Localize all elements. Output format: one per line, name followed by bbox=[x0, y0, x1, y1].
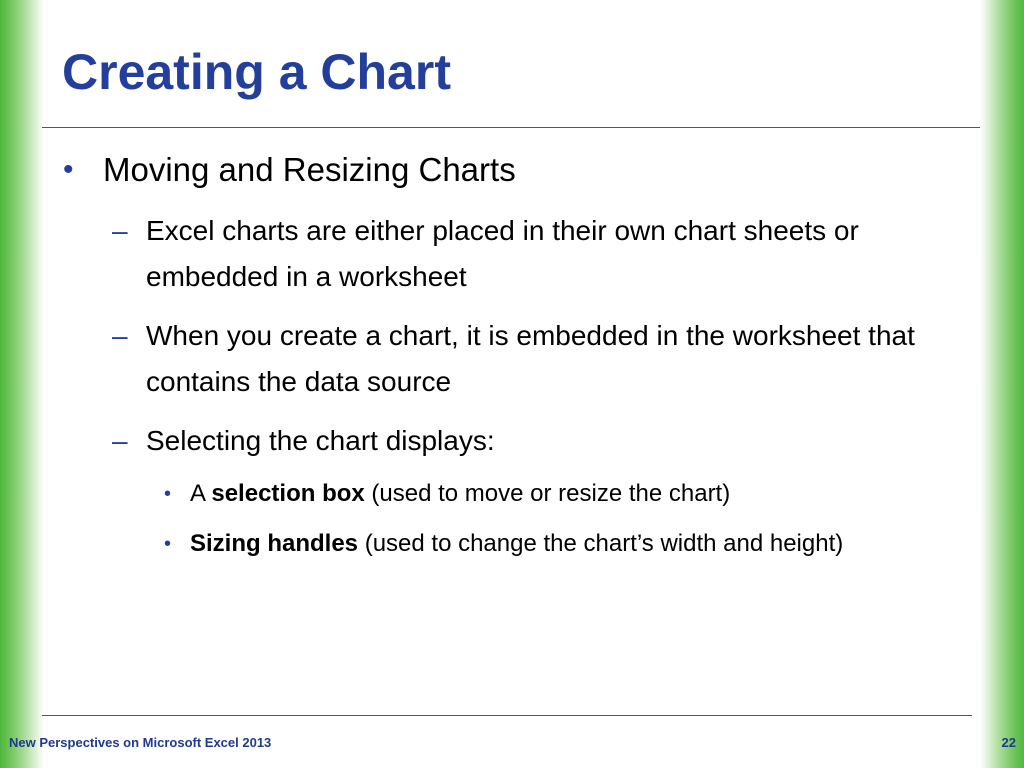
bullet-level-3 bbox=[164, 524, 950, 564]
small-bullet: • bbox=[164, 533, 172, 555]
footer-divider bbox=[42, 715, 972, 716]
bullet-level-3-suffix: (used to change the chart’s width and height) bbox=[358, 530, 844, 557]
bullet-level-2 bbox=[112, 418, 936, 464]
bullet-level-3-strong: selection box bbox=[211, 480, 365, 507]
slide-title: Creating a Chart bbox=[62, 44, 451, 100]
dash-bullet: – bbox=[112, 215, 128, 246]
bullet-icon: • bbox=[63, 153, 74, 186]
small-bullet: • bbox=[164, 483, 172, 505]
left-gradient-border bbox=[0, 0, 44, 768]
dash-bullet: – bbox=[112, 320, 128, 351]
bullet-level-2-text: Excel charts are either placed in their own chart sheets or embedded in a worksheet bbox=[146, 215, 859, 292]
footer-title: New Perspectives on Microsoft Excel 2013 bbox=[9, 735, 272, 750]
bullet-level-3-strong: Sizing handles bbox=[190, 530, 359, 557]
bullet-level-3 bbox=[164, 474, 950, 514]
bullet-level-3-suffix: (used to move or resize the chart) bbox=[364, 480, 731, 507]
right-gradient-border bbox=[980, 0, 1024, 768]
bullet-level-3-prefix: A bbox=[190, 480, 212, 507]
title-divider bbox=[42, 127, 980, 128]
bullet-level-2 bbox=[112, 208, 936, 300]
bullet-level-1-text: Moving and Resizing Charts bbox=[103, 151, 516, 188]
dash-bullet: – bbox=[112, 425, 128, 456]
bullet-level-2 bbox=[112, 313, 936, 405]
bullet-level-1 bbox=[63, 145, 963, 195]
bullet-level-2-text: Selecting the chart displays: bbox=[146, 425, 495, 456]
page-number: 22 bbox=[1001, 735, 1016, 750]
bullet-level-2-text: When you create a chart, it is embedded in the worksheet that contains the data source bbox=[146, 320, 915, 397]
